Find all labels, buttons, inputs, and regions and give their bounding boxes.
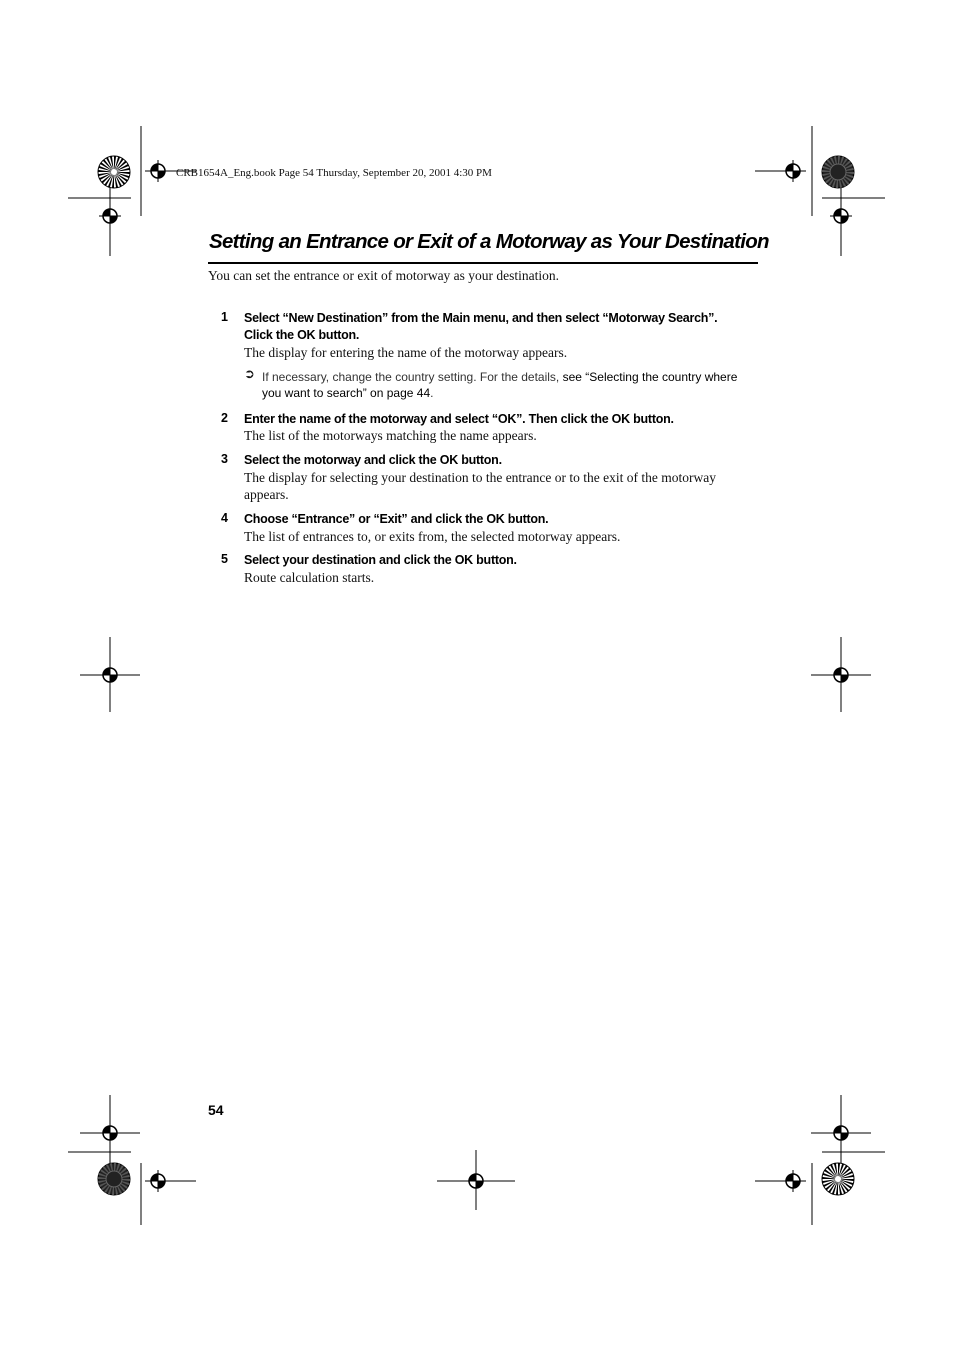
page-number: 54 xyxy=(208,1102,224,1118)
step-description: The list of entrances to, or exits from, the selected motorway appears. xyxy=(244,529,621,544)
step-description: The display for entering the name of the motorway appears. xyxy=(244,345,568,360)
crosshair-target-icon xyxy=(147,1170,169,1192)
step-number: 4 xyxy=(221,511,228,525)
step-title: Select “New Destination” from the Main menu, and then select “Motorway Search”. xyxy=(244,311,718,325)
crosshair-target-icon xyxy=(99,1122,121,1144)
step-title-continued: Click the OK button. xyxy=(244,328,360,342)
step-number: 2 xyxy=(221,411,228,425)
crosshair-target-icon xyxy=(147,160,169,182)
crosshair-target-icon xyxy=(782,160,804,182)
starburst-mark-icon xyxy=(98,156,130,188)
crosshair-target-icon xyxy=(830,205,852,227)
step-title: Choose “Entrance” or “Exit” and click the OK button. xyxy=(244,512,549,526)
step-description: The display for selecting your destination to the entrance or to the exit of the motorway appears. xyxy=(244,470,716,502)
step-title: Select the motorway and click the OK button. xyxy=(244,453,502,467)
step-number: 5 xyxy=(221,552,228,566)
step-description: The list of the motorways matching the name appears. xyxy=(244,428,537,443)
starburst-mark-icon xyxy=(822,156,854,188)
intro-text: You can set the entrance or exit of motorway as your destination. xyxy=(208,268,560,283)
arrow-note-icon: ➲ xyxy=(244,367,255,382)
crosshair-target-icon xyxy=(782,1170,804,1192)
title-underline xyxy=(208,262,758,264)
crosshair-target-icon xyxy=(99,205,121,227)
print-header: CRB1654A_Eng.book Page 54 Thursday, September 20, 2001 4:30 PM xyxy=(176,167,492,179)
page-reference-link: see “Selecting the country where you want to search” on page 44 xyxy=(262,370,738,400)
step-number: 3 xyxy=(221,452,228,466)
crosshair-target-icon xyxy=(830,664,852,686)
crosshair-target-icon xyxy=(465,1170,487,1192)
page-title: Setting an Entrance or Exit of a Motorway as Your Destination xyxy=(209,230,769,253)
step-title: Select your destination and click the OK button. xyxy=(244,553,517,567)
starburst-mark-icon xyxy=(98,1163,130,1195)
starburst-mark-icon xyxy=(822,1163,854,1195)
note-body: If necessary, change the country setting. For the details, xyxy=(262,370,563,384)
crosshair-target-icon xyxy=(830,1122,852,1144)
step-description: Route calculation starts. xyxy=(244,570,375,585)
step-number: 1 xyxy=(221,310,228,324)
step-title: Enter the name of the motorway and select “OK”. Then click the OK button. xyxy=(244,412,674,426)
crosshair-target-icon xyxy=(99,664,121,686)
note-text: If necessary, change the country setting. For the details, see “Selecting the country where you want to search” on page 44. xyxy=(262,370,738,400)
